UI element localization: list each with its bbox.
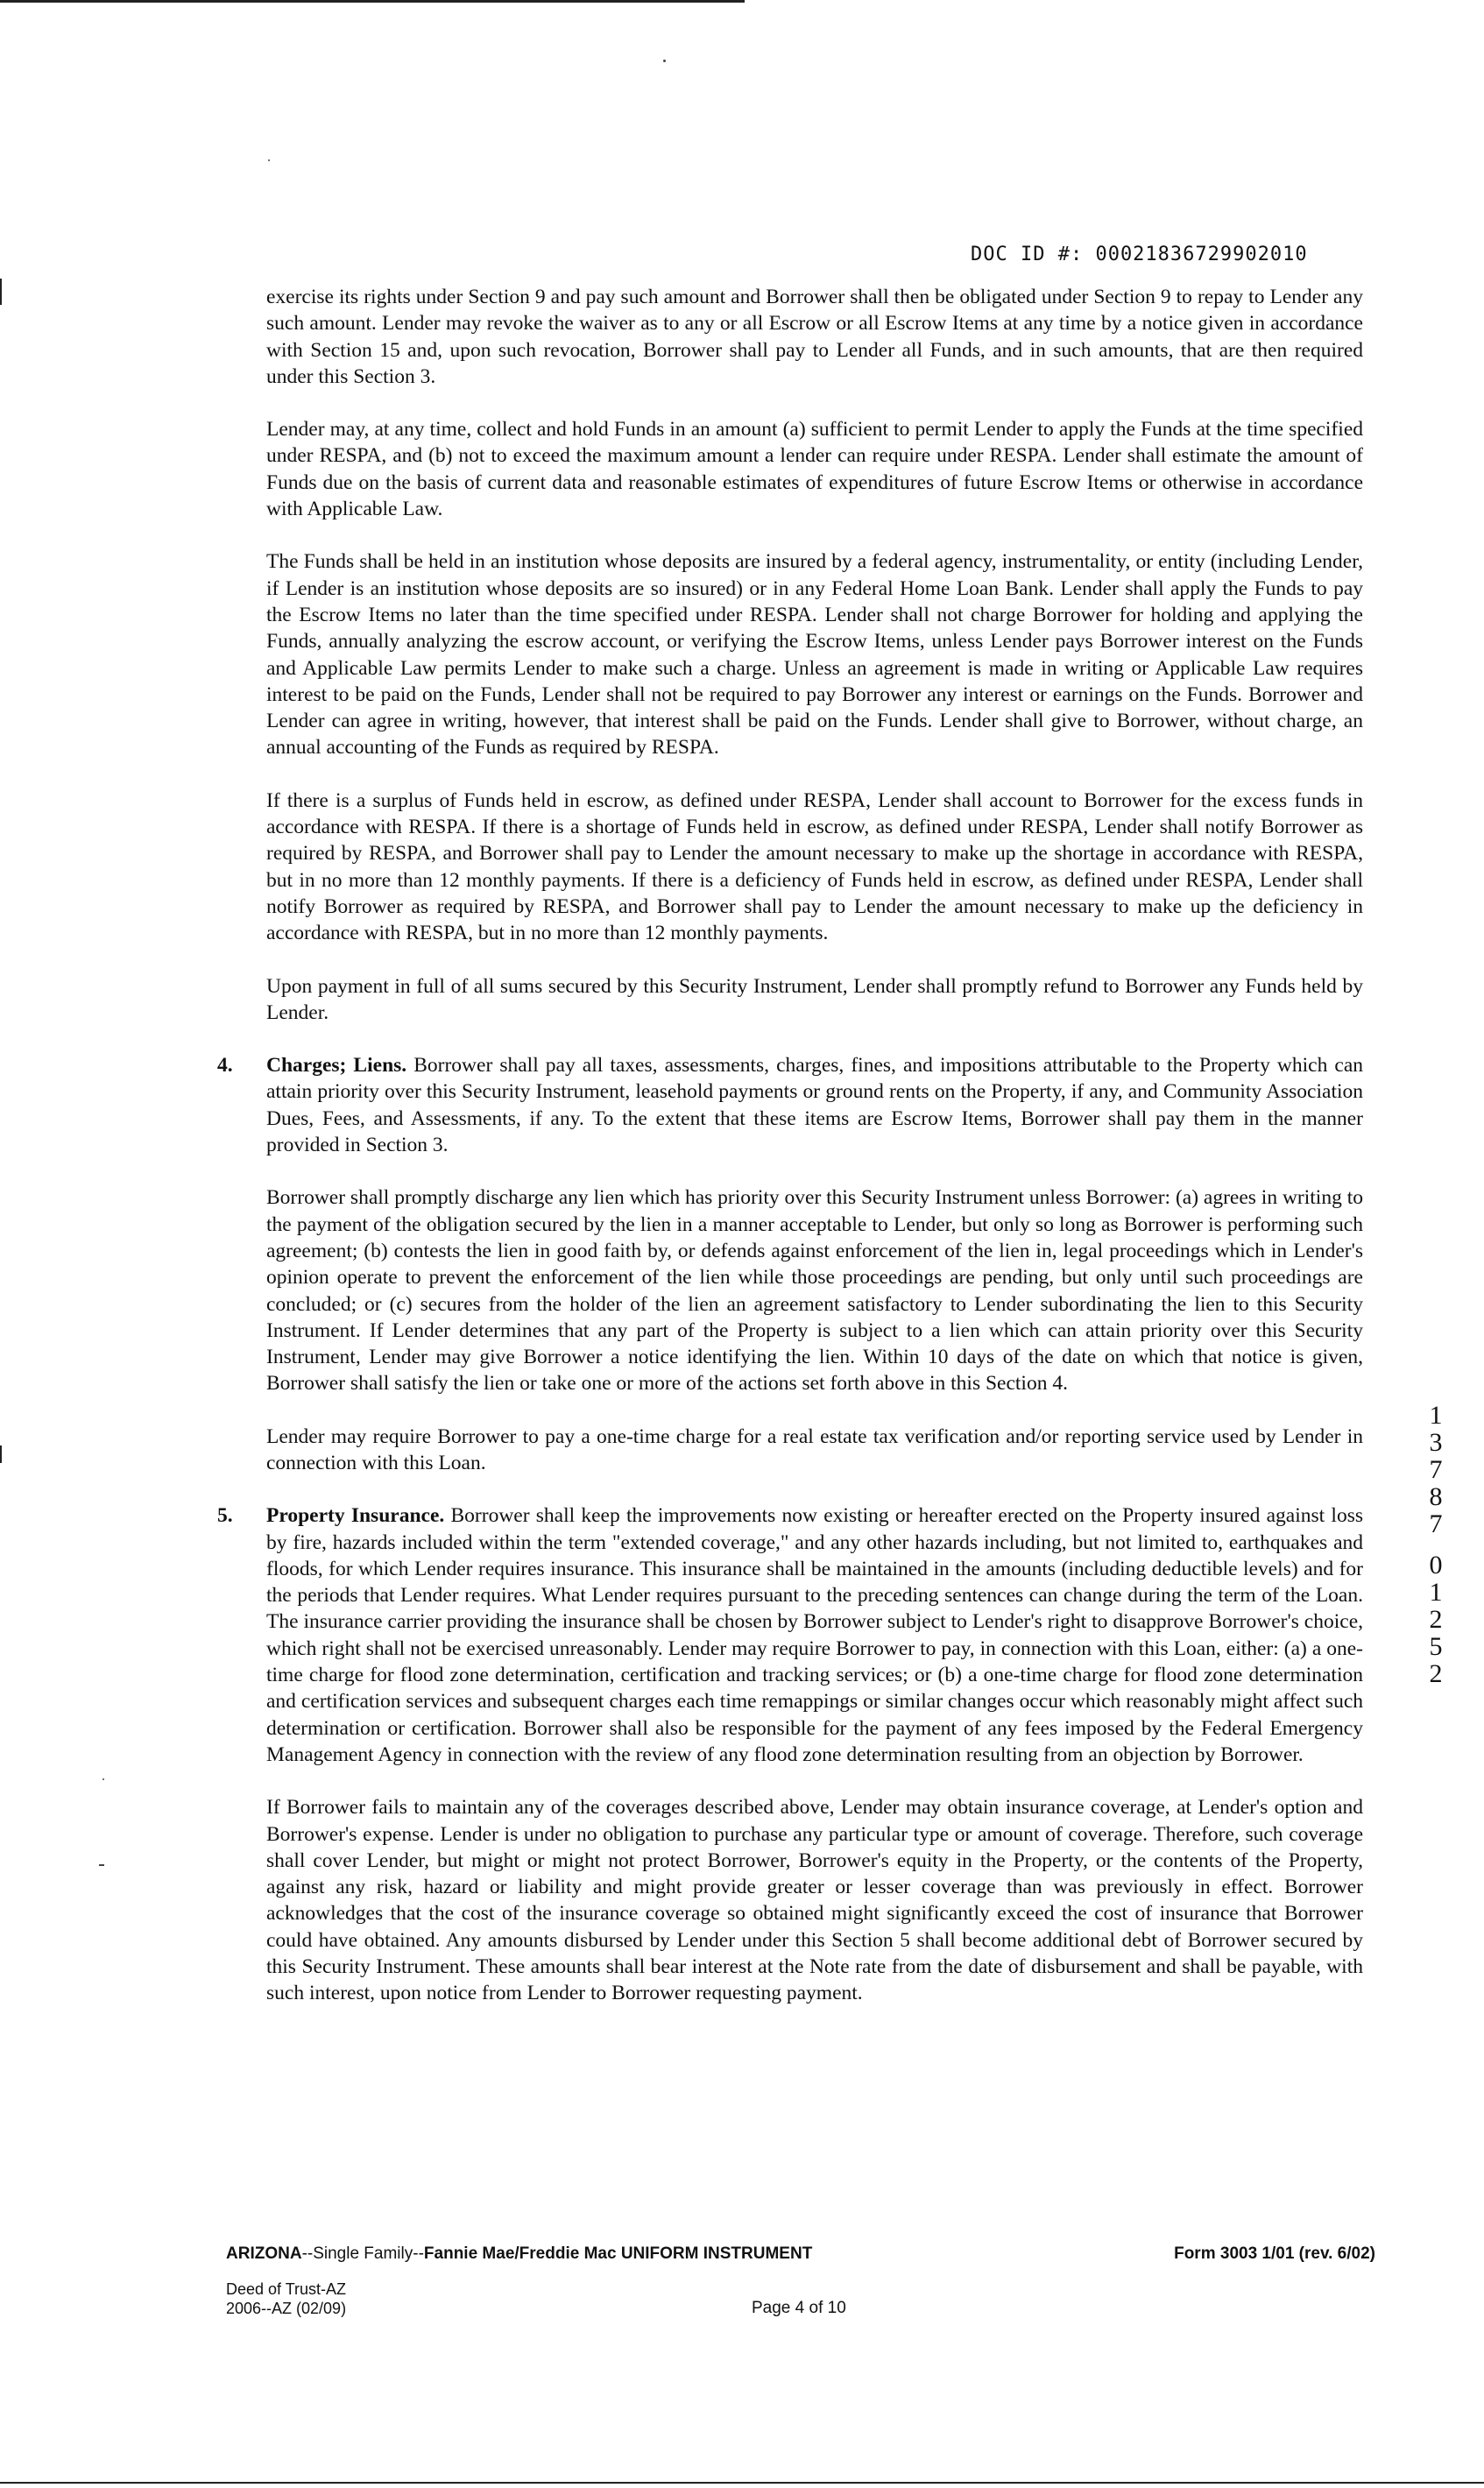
- section-lead-paragraph: [266, 1052, 1363, 1158]
- footer-state: ARIZONA: [226, 2244, 302, 2263]
- section-number: 5.: [217, 1504, 233, 1528]
- section-title: Charges; Liens.: [266, 1054, 407, 1078]
- stamp-char: 2: [1429, 1659, 1443, 1688]
- scan-edge-left: [0, 1445, 2, 1463]
- stamp-char: 3: [1429, 1428, 1443, 1457]
- paragraph: The Funds shall be held in an institution whose deposits are insured by a federal agency, instrumentality, or entity (including Lender, if Lender is an institution whose deposits are so insured) or in any Federal Home Loan Bank. Lender shall apply the Funds to pay the Escrow Items no later than the time specified under RESPA. Lender shall not charge Borrower for holding and applying the Funds, annually analyzing the escrow account, or verifying the Escrow Items, unless Lender pays Borrower interest on the Funds and Applicable Law permits Lender to make such a charge. Unless an agreement is made in writing or Applicable Law requires interest to be paid on the Funds, Lender shall not be required to pay Borrower any interest or earnings on the Funds. Borrower and Lender can agree in writing, however, that interest shall be paid on the Funds. Lender shall give to Borrower, without charge, an annual accounting of the Funds as required by RESPA.: [266, 550, 1363, 760]
- paragraph: Borrower shall promptly discharge any lien which has priority over this Security Instrument unless Borrower: (a) agrees in writing to the payment of the obligation secured by the lien in a manner acceptable to Lender, but only so long as Borrower is performing such agreement; (b) contests the lien in good faith by, or defends against enforcement of the lien in, legal proceedings which in Lender's opinion operate to prevent the enforcement of the lien while those proceedings are pending, but only until such proceedings are concluded; or (c) secures from the holder of the lien an agreement satisfactory to Lender subordinating the lien to this Security Instrument. If Lender determines that any part of the Property is subject to a lien which can attain priority over this Security Instrument, Lender may give Borrower a notice identifying the lien. Within 10 days of the date on which that notice is given, Borrower shall satisfy the lien or take one or more of the actions set forth above in this Section 4.: [266, 1186, 1363, 1396]
- footer-form-number: Form 3003 1/01 (rev. 6/02): [1174, 2244, 1375, 2263]
- footer-instrument-mid: --Single Family--: [301, 2244, 424, 2263]
- footer-instrument: [226, 2244, 812, 2264]
- scan-speck: [663, 60, 666, 62]
- scan-speck: [268, 159, 270, 161]
- stamp-char: 5: [1429, 1632, 1443, 1661]
- section-lead-paragraph: [266, 1502, 1363, 1768]
- doc-id: DOC ID #: 00021836729902010: [971, 244, 1308, 265]
- stamp-char: 0: [1429, 1551, 1443, 1580]
- stamp-char: 7: [1429, 1509, 1443, 1538]
- stamp-char: 1: [1429, 1401, 1443, 1430]
- scan-speck: [99, 1864, 104, 1866]
- section-lead-text: Borrower shall keep the improvements now existing or hereafter erected on the Property insured against loss by fire, hazards included within the term "extended coverage," and any other hazards including, but not limited to, earthquakes and floods, for which Lender requires insurance. This insurance shall be maintained in the amounts (including deductible levels) and for the periods that Lender requires. What Lender requires pursuant to the preceding sentences can change during the term of the Loan. The insurance carrier providing the insurance shall be chosen by Borrower subject to Lender's right to disapprove Borrower's choice, which right shall not be exercised unreasonably. Lender may require Borrower to pay, in connection with this Loan, either: (a) a one-time charge for flood zone determination, certification and tracking services; or (b) a one-time charge for flood zone determination and certification services and subsequent charges each time remappings or similar changes occur which reasonably might affect such determination or certification. Borrower shall also be responsible for the payment of any fees imposed by the Federal Emergency Management Agency in connection with the review of any flood zone determination resulting from an objection by Borrower.: [266, 1504, 1363, 1766]
- recording-stamp-number: [1423, 1402, 1449, 1687]
- footer-doc-info: [226, 2279, 346, 2318]
- paragraph: If Borrower fails to maintain any of the coverages described above, Lender may obtain insurance coverage, at Lender's option and Borrower's expense. Lender is under no obligation to purchase any particular type or amount of coverage. Therefore, such coverage shall cover Lender, but might or might not protect Borrower, Borrower's equity in the Property, or the contents of the Property, against any risk, hazard or liability and might provide greater or lesser coverage than was previously in effect. Borrower acknowledges that the cost of the insurance coverage so obtained might significantly exceed the cost of insurance that Borrower could have obtained. Any amounts disbursed by Lender under this Section 5 shall become additional debt of Borrower secured by this Security Instrument. These amounts shall bear interest at the Note rate from the date of disbursement and shall be payable, with such interest, upon notice from Lender to Borrower requesting payment.: [266, 1796, 1363, 2005]
- footer-top-row: [226, 2244, 1375, 2271]
- scan-edge-left: [0, 279, 2, 305]
- stamp-char: 1: [1429, 1578, 1443, 1607]
- scan-edge-bottom: [0, 2482, 1484, 2484]
- stamp-char: 8: [1429, 1482, 1443, 1511]
- stamp-char: 2: [1429, 1605, 1443, 1634]
- section-5: [217, 1502, 1363, 2006]
- section-number: 4.: [217, 1054, 233, 1078]
- document-body: [217, 284, 1363, 2033]
- paragraph: Lender may require Borrower to pay a one-time charge for a real estate tax verification and/or reporting service used by Lender in connection with this Loan.: [266, 1424, 1363, 1474]
- section-4: [217, 1052, 1363, 1476]
- footer-doc-type: Deed of Trust-AZ: [226, 2280, 347, 2298]
- stamp-char: 7: [1429, 1455, 1443, 1484]
- paragraph: Lender may, at any time, collect and hold Funds in an amount (a) sufficient to permit Lender to apply the Funds at the time specified under RESPA, and (b) not to exceed the maximum amount a lender can require under RESPA. Lender shall estimate the amount of Funds due on the basis of current data and reasonable estimates of expenditures of future Escrow Items or otherwise in accordance with Applicable Law.: [266, 418, 1363, 521]
- page-number: Page 4 of 10: [752, 2299, 846, 2317]
- section-title: Property Insurance.: [266, 1504, 445, 1528]
- footer-instrument-name: Fannie Mae/Freddie Mac UNIFORM INSTRUMENT: [423, 2244, 813, 2263]
- section-lead-text: Borrower shall pay all taxes, assessments, charges, fines, and impositions attributable to the Property which can attain priority over this Security Instrument, leasehold payments or ground rents on the Property, if any, and Community Association Dues, Fees, and Assessments, if any. To the extent that these items are Escrow Items, Borrower shall pay them in the manner provided in Section 3.: [266, 1054, 1363, 1157]
- stamp-gap: [1423, 1537, 1449, 1551]
- scan-speck: [102, 1778, 104, 1780]
- footer-doc-code: 2006--AZ (02/09): [226, 2300, 347, 2317]
- page-footer: [226, 2244, 1375, 2317]
- paragraph: Upon payment in full of all sums secured by this Security Instrument, Lender shall promptly refund to Borrower any Funds held by Lender.: [266, 974, 1363, 1024]
- scan-edge-top: [0, 0, 745, 3]
- paragraph: If there is a surplus of Funds held in escrow, as defined under RESPA, Lender shall account to Borrower for the excess funds in accordance with RESPA. If there is a shortage of Funds held in escrow, as defined under RESPA, Lender shall notify Borrower as required by RESPA, and Borrower shall pay to Lender the amount necessary to make up the shortage in accordance with RESPA, but in no more than 12 monthly payments. If there is a deficiency of Funds held in escrow, as defined under RESPA, Lender shall notify Borrower as required by RESPA, and Borrower shall pay to Lender the amount necessary to make up the deficiency in accordance with RESPA, but in no more than 12 monthly payments.: [266, 788, 1363, 945]
- paragraph: exercise its rights under Section 9 and pay such amount and Borrower shall then be obligated under Section 9 to repay to Lender any such amount. Lender may revoke the waiver as to any or all Escrow or all Escrow Items at any time by a notice given in accordance with Section 15 and, upon such revocation, Borrower shall pay to Lender all Funds, and in such amounts, that are then required under this Section 3.: [266, 286, 1363, 388]
